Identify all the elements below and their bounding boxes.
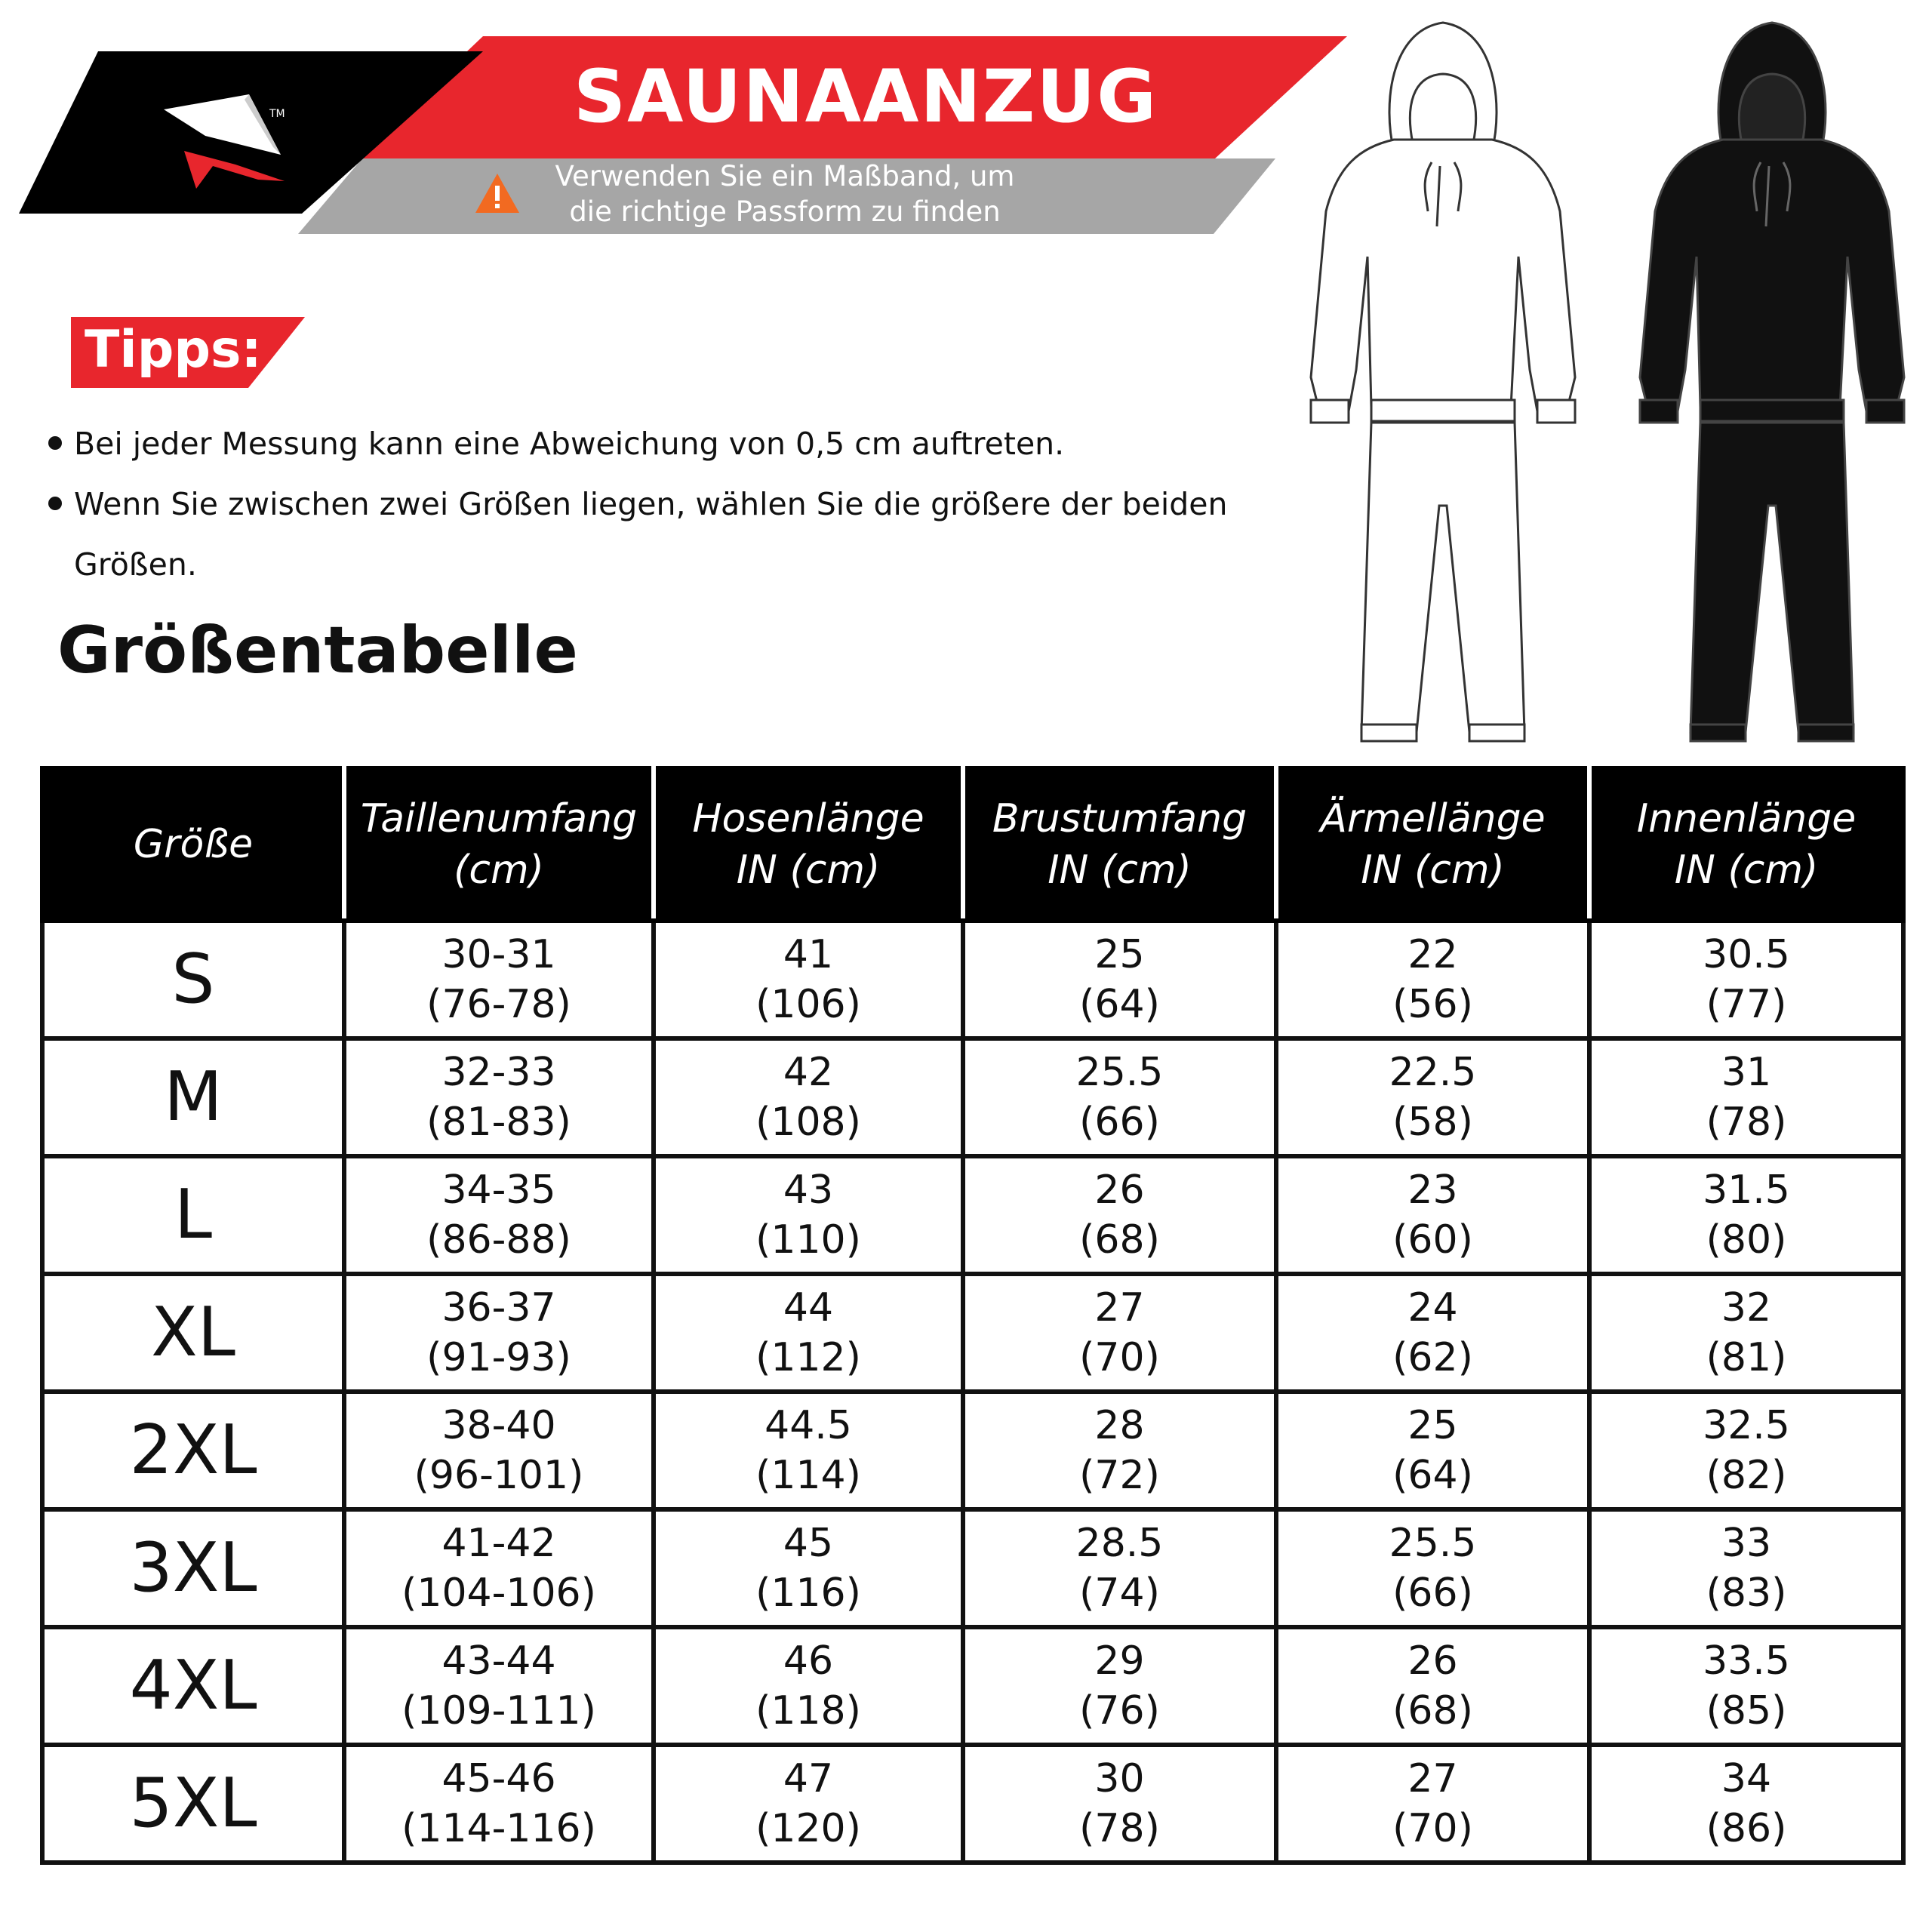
value-cm: (76-78) xyxy=(426,982,571,1027)
value-cm: (77) xyxy=(1706,982,1787,1027)
value-cm: (108) xyxy=(755,1100,861,1145)
table-row xyxy=(42,1392,1903,1509)
column-header xyxy=(654,768,963,921)
value-inches: 28.5 xyxy=(1075,1521,1164,1566)
sauna-suit-black-illustration xyxy=(1621,15,1923,755)
value-inches: 30-31 xyxy=(441,932,556,977)
value-inches: 31 xyxy=(1721,1050,1772,1095)
column-header-label: Innenlänge xyxy=(1636,796,1857,841)
measurement-cell xyxy=(1589,1509,1903,1627)
value-cm: (64) xyxy=(1392,1453,1473,1498)
value-inches: 33.5 xyxy=(1703,1638,1790,1684)
measurement-cell xyxy=(344,1156,654,1274)
measurement-cell xyxy=(344,921,654,1038)
column-header-label: Taillenumfang xyxy=(360,796,638,841)
value-inches: 41 xyxy=(783,932,834,977)
value-inches: 34 xyxy=(1721,1756,1772,1801)
column-header-label: Größe xyxy=(133,822,254,867)
value-cm: (81) xyxy=(1706,1335,1787,1380)
measurement-cell xyxy=(344,1274,654,1392)
value-cm: (118) xyxy=(755,1688,861,1734)
value-cm: (66) xyxy=(1079,1100,1160,1145)
table-row xyxy=(42,1509,1903,1627)
value-cm: (104-106) xyxy=(401,1571,596,1616)
measurement-cell xyxy=(654,1627,963,1745)
measurement-cell xyxy=(1276,1038,1589,1156)
value-cm: (86-88) xyxy=(426,1217,571,1263)
value-inches: 33 xyxy=(1721,1521,1772,1566)
value-cm: (72) xyxy=(1079,1453,1160,1498)
measurement-cell xyxy=(1589,1745,1903,1863)
column-header-unit: IN (cm) xyxy=(736,848,881,893)
size-cell: M xyxy=(42,1038,344,1156)
value-cm: (66) xyxy=(1392,1571,1473,1616)
size-cell: S xyxy=(42,921,344,1038)
value-cm: (106) xyxy=(755,982,861,1027)
value-cm: (91-93) xyxy=(426,1335,571,1380)
value-cm: (109-111) xyxy=(401,1688,596,1734)
column-header xyxy=(42,768,344,921)
tips-list xyxy=(45,414,1245,595)
warning-icon xyxy=(474,172,521,214)
size-cell: 5XL xyxy=(42,1745,344,1863)
value-inches: 26 xyxy=(1407,1638,1458,1684)
value-cm: (78) xyxy=(1079,1806,1160,1851)
value-cm: (56) xyxy=(1392,982,1473,1027)
sauna-suit-white-illustration xyxy=(1292,15,1594,755)
value-inches: 25 xyxy=(1407,1403,1458,1448)
value-cm: (86) xyxy=(1706,1806,1787,1851)
logo-trademark: TM xyxy=(269,108,285,120)
measurement-cell xyxy=(1276,1509,1589,1627)
size-cell: L xyxy=(42,1156,344,1274)
value-cm: (114) xyxy=(755,1453,861,1498)
value-cm: (81-83) xyxy=(426,1100,571,1145)
value-cm: (120) xyxy=(755,1806,861,1851)
table-row xyxy=(42,921,1903,1038)
measurement-cell xyxy=(1589,1156,1903,1274)
value-cm: (70) xyxy=(1392,1806,1473,1851)
value-cm: (83) xyxy=(1706,1571,1787,1616)
tip-item: Wenn Sie zwischen zwei Größen liegen, wählen Sie die größere der beiden Größen. xyxy=(45,474,1245,595)
value-inches: 29 xyxy=(1094,1638,1145,1684)
size-cell: 4XL xyxy=(42,1627,344,1745)
banner-subtitle xyxy=(521,158,1049,229)
value-inches: 42 xyxy=(783,1050,834,1095)
column-header xyxy=(344,768,654,921)
value-inches: 43-44 xyxy=(441,1638,556,1684)
value-cm: (68) xyxy=(1079,1217,1160,1263)
column-header-label: Hosenlänge xyxy=(692,796,924,841)
value-cm: (112) xyxy=(755,1335,861,1380)
measurement-cell xyxy=(963,1627,1276,1745)
size-table xyxy=(40,766,1906,1865)
measurement-cell xyxy=(344,1627,654,1745)
value-inches: 38-40 xyxy=(441,1403,556,1448)
column-header xyxy=(1276,768,1589,921)
value-cm: (68) xyxy=(1392,1688,1473,1734)
value-inches: 30.5 xyxy=(1703,932,1790,977)
value-inches: 45 xyxy=(783,1521,834,1566)
banner-subtitle-line1: Verwenden Sie ein Maßband, um xyxy=(555,160,1015,192)
measurement-cell xyxy=(654,1274,963,1392)
value-cm: (70) xyxy=(1079,1335,1160,1380)
tips-label: Tipps: xyxy=(85,320,262,380)
value-cm: (82) xyxy=(1706,1453,1787,1498)
value-inches: 44.5 xyxy=(764,1403,852,1448)
measurement-cell xyxy=(654,1509,963,1627)
column-header xyxy=(1589,768,1903,921)
measurement-cell xyxy=(344,1509,654,1627)
value-inches: 25.5 xyxy=(1389,1521,1477,1566)
value-cm: (74) xyxy=(1079,1571,1160,1616)
measurement-cell xyxy=(654,1745,963,1863)
table-row xyxy=(42,1156,1903,1274)
value-inches: 46 xyxy=(783,1638,834,1684)
measurement-cell xyxy=(1276,1627,1589,1745)
value-cm: (80) xyxy=(1706,1217,1787,1263)
value-cm: (62) xyxy=(1392,1335,1473,1380)
value-inches: 22.5 xyxy=(1389,1050,1477,1095)
measurement-cell xyxy=(963,1038,1276,1156)
table-row xyxy=(42,1274,1903,1392)
measurement-cell xyxy=(1589,1627,1903,1745)
column-header-label: Brustumfang xyxy=(992,796,1247,841)
measurement-cell xyxy=(963,1156,1276,1274)
table-row xyxy=(42,1038,1903,1156)
measurement-cell xyxy=(1276,1745,1589,1863)
value-cm: (96-101) xyxy=(414,1453,584,1498)
measurement-cell xyxy=(1589,921,1903,1038)
column-header-unit: (cm) xyxy=(454,848,544,893)
table-body xyxy=(42,921,1903,1863)
banner-title: SAUNAANZUG xyxy=(574,54,1158,139)
value-inches: 26 xyxy=(1094,1168,1145,1213)
value-inches: 23 xyxy=(1407,1168,1458,1213)
measurement-cell xyxy=(963,1509,1276,1627)
size-cell: 3XL xyxy=(42,1509,344,1627)
measurement-cell xyxy=(654,921,963,1038)
value-cm: (76) xyxy=(1079,1688,1160,1734)
value-cm: (64) xyxy=(1079,982,1160,1027)
measurement-cell xyxy=(963,1392,1276,1509)
value-inches: 28 xyxy=(1094,1403,1145,1448)
value-cm: (58) xyxy=(1392,1100,1473,1145)
measurement-cell xyxy=(1276,1156,1589,1274)
column-header xyxy=(963,768,1276,921)
table-row xyxy=(42,1745,1903,1863)
measurement-cell xyxy=(1276,921,1589,1038)
value-inches: 45-46 xyxy=(441,1756,556,1801)
column-header-unit: IN (cm) xyxy=(1674,848,1819,893)
value-inches: 34-35 xyxy=(441,1168,556,1213)
table-row xyxy=(42,1627,1903,1745)
measurement-cell xyxy=(1276,1392,1589,1509)
value-cm: (78) xyxy=(1706,1100,1787,1145)
measurement-cell xyxy=(963,1745,1276,1863)
measurement-cell xyxy=(344,1745,654,1863)
value-inches: 32 xyxy=(1721,1285,1772,1331)
value-cm: (110) xyxy=(755,1217,861,1263)
measurement-cell xyxy=(963,1274,1276,1392)
measurement-cell xyxy=(344,1038,654,1156)
value-inches: 31.5 xyxy=(1703,1168,1790,1213)
measurement-cell xyxy=(1589,1392,1903,1509)
size-cell: XL xyxy=(42,1274,344,1392)
value-inches: 41-42 xyxy=(441,1521,556,1566)
value-inches: 24 xyxy=(1407,1285,1458,1331)
value-inches: 47 xyxy=(783,1756,834,1801)
column-header-unit: IN (cm) xyxy=(1361,848,1505,893)
value-inches: 30 xyxy=(1094,1756,1145,1801)
banner-subtitle-line2: die richtige Passform zu finden xyxy=(569,195,1001,228)
measurement-cell xyxy=(1589,1274,1903,1392)
value-inches: 32.5 xyxy=(1703,1403,1790,1448)
value-inches: 27 xyxy=(1094,1285,1145,1331)
size-chart-title: Größentabelle xyxy=(57,613,578,688)
value-inches: 22 xyxy=(1407,932,1458,977)
table-header-row xyxy=(42,768,1903,921)
measurement-cell xyxy=(963,921,1276,1038)
value-cm: (60) xyxy=(1392,1217,1473,1263)
measurement-cell xyxy=(654,1038,963,1156)
value-cm: (116) xyxy=(755,1571,861,1616)
value-cm: (85) xyxy=(1706,1688,1787,1734)
measurement-cell xyxy=(654,1392,963,1509)
value-inches: 43 xyxy=(783,1168,834,1213)
value-cm: (114-116) xyxy=(401,1806,596,1851)
value-inches: 32-33 xyxy=(441,1050,556,1095)
value-inches: 27 xyxy=(1407,1756,1458,1801)
value-inches: 25.5 xyxy=(1075,1050,1164,1095)
measurement-cell xyxy=(1276,1274,1589,1392)
value-inches: 25 xyxy=(1094,932,1145,977)
measurement-cell xyxy=(654,1156,963,1274)
column-header-unit: IN (cm) xyxy=(1048,848,1192,893)
size-cell: 2XL xyxy=(42,1392,344,1509)
tip-item: Bei jeder Messung kann eine Abweichung von 0,5 cm auftreten. xyxy=(45,414,1245,474)
value-inches: 44 xyxy=(783,1285,834,1331)
column-header-label: Ärmellänge xyxy=(1320,796,1546,841)
value-inches: 36-37 xyxy=(441,1285,556,1331)
measurement-cell xyxy=(344,1392,654,1509)
measurement-cell xyxy=(1589,1038,1903,1156)
